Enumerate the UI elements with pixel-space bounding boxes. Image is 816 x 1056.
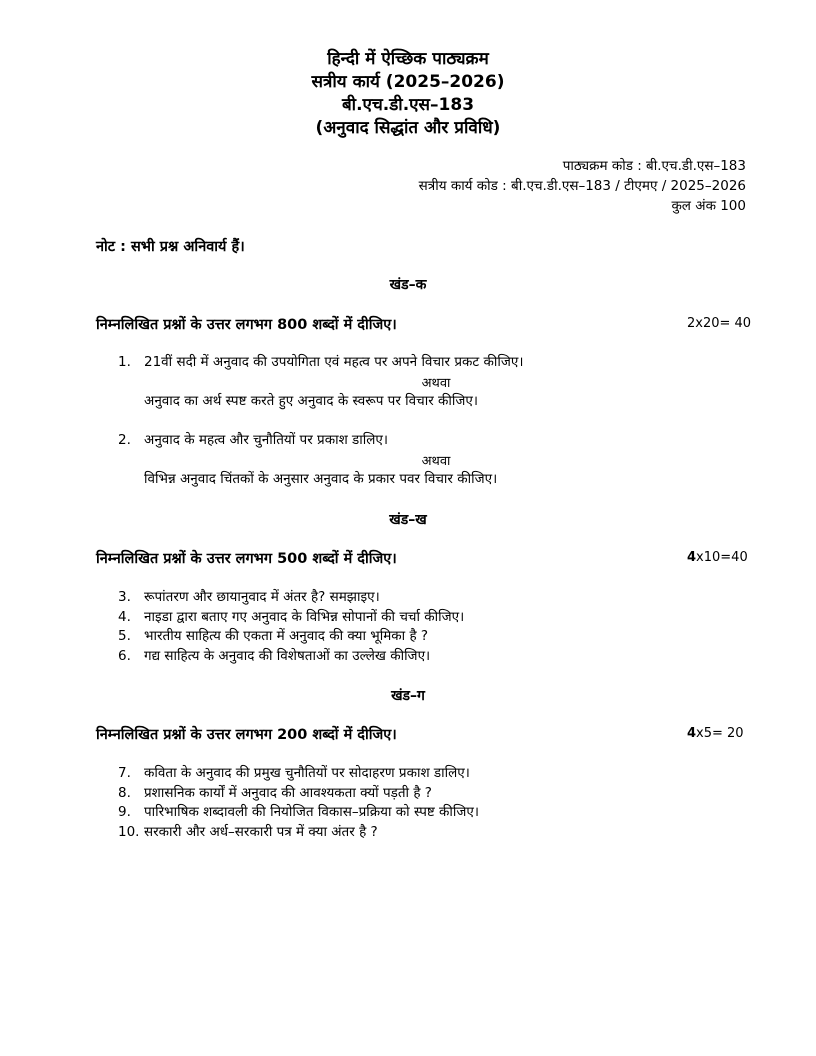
question-5 [118, 626, 428, 646]
section-b-title: खंड–ख [389, 512, 427, 528]
question-number: 1. [118, 354, 131, 370]
section-b-marks [687, 550, 748, 565]
section-a-instruction: निम्नलिखित प्रश्नों के उत्तर लगभग 800 शब्दों में दीजिए। [96, 317, 397, 333]
section-a-marks-rest: 2x20= 40 [687, 316, 752, 331]
header-line-1: हिन्दी में ऐच्छिक पाठ्यक्रम [327, 49, 489, 69]
question-3 [118, 587, 380, 607]
section-b-instruction: निम्नलिखित प्रश्नों के उत्तर लगभग 500 शब्दों में दीजिए। [96, 551, 397, 567]
question-text: रूपांतरण और छायानुवाद में अंतर है? समझाइए। [144, 589, 380, 605]
question-number: 2. [118, 432, 131, 448]
section-c-marks [687, 726, 744, 741]
question-text: गद्य साहित्य के अनुवाद की विशेषताओं का उल्लेख कीजिए। [144, 648, 431, 664]
section-a-marks [687, 316, 751, 331]
section-c-instruction: निम्नलिखित प्रश्नों के उत्तर लगभग 200 शब्दों में दीजिए। [96, 727, 397, 743]
section-c-title: खंड–ग [391, 688, 425, 704]
section-b-marks-rest: x10=40 [696, 550, 748, 565]
section-a-title: खंड–क [389, 277, 427, 293]
athva-2: अथवा [421, 454, 451, 469]
question-number: 3. [118, 589, 131, 605]
question-number: 8. [118, 785, 131, 801]
question-6 [118, 646, 430, 666]
question-2 [118, 430, 388, 450]
question-text: 21वीं सदी में अनुवाद की उपयोगिता एवं महत्व पर अपने विचार प्रकट कीजिए। [144, 354, 524, 370]
question-text: भारतीय साहित्य की एकता में अनुवाद की क्या भूमिका है ? [144, 628, 429, 644]
section-b-marks-bold: 4 [687, 550, 697, 565]
total-marks: कुल अंक 100 [671, 198, 746, 214]
question-text: कविता के अनुवाद की प्रमुख चुनौतियों पर सोदाहरण प्रकाश डालिए। [144, 765, 470, 781]
question-text: प्रशासनिक कार्यों में अनुवाद की आवश्यकता क्यों पड़ती है ? [144, 785, 432, 801]
question-2-alternative: विभिन्न अनुवाद चिंतकों के अनुसार अनुवाद के प्रकार पवर विचार कीजिए। [144, 471, 498, 487]
question-text: सरकारी और अर्ध–सरकारी पत्र में क्या अंतर है ? [144, 824, 378, 840]
question-number: 6. [118, 648, 131, 664]
athva-1: अथवा [421, 376, 451, 391]
question-number: 10. [118, 824, 140, 840]
question-number: 7. [118, 765, 131, 781]
question-10 [118, 822, 378, 842]
question-1 [118, 352, 523, 372]
question-9 [118, 802, 479, 822]
question-text: अनुवाद के महत्व और चुनौतियों पर प्रकाश डालिए। [144, 432, 388, 448]
header-line-4: (अनुवाद सिद्धांत और प्रविधि) [315, 118, 501, 138]
section-c-marks-rest: x5= 20 [696, 726, 744, 741]
course-code: पाठ्यक्रम कोड : बी.एच.डी.एस–183 [562, 158, 746, 174]
question-text: पारिभाषिक शब्दावली की नियोजित विकास–प्रक्रिया को स्पष्ट कीजिए। [144, 804, 480, 820]
question-1-alternative: अनुवाद का अर्थ स्पष्ट करते हुए अनुवाद के स्वरूप पर विचार कीजिए। [144, 393, 479, 409]
question-8 [118, 783, 432, 803]
assignment-code: सत्रीय कार्य कोड : बी.एच.डी.एस–183 / टीएमए / 2025–2026 [418, 178, 746, 194]
question-7 [118, 763, 470, 783]
question-number: 4. [118, 609, 131, 625]
question-text: नाइडा द्वारा बताए गए अनुवाद के विभिन्न सोपानों की चर्चा कीजिए। [144, 609, 465, 625]
question-number: 5. [118, 628, 131, 644]
note: नोट : सभी प्रश्न अनिवार्य हैं। [96, 239, 245, 255]
question-number: 9. [118, 804, 131, 820]
section-c-marks-bold: 4 [687, 726, 697, 741]
question-4 [118, 607, 464, 627]
header-line-2: सत्रीय कार्य (2025–2026) [311, 72, 505, 92]
header-line-3: बी.एच.डी.एस–183 [341, 95, 475, 115]
